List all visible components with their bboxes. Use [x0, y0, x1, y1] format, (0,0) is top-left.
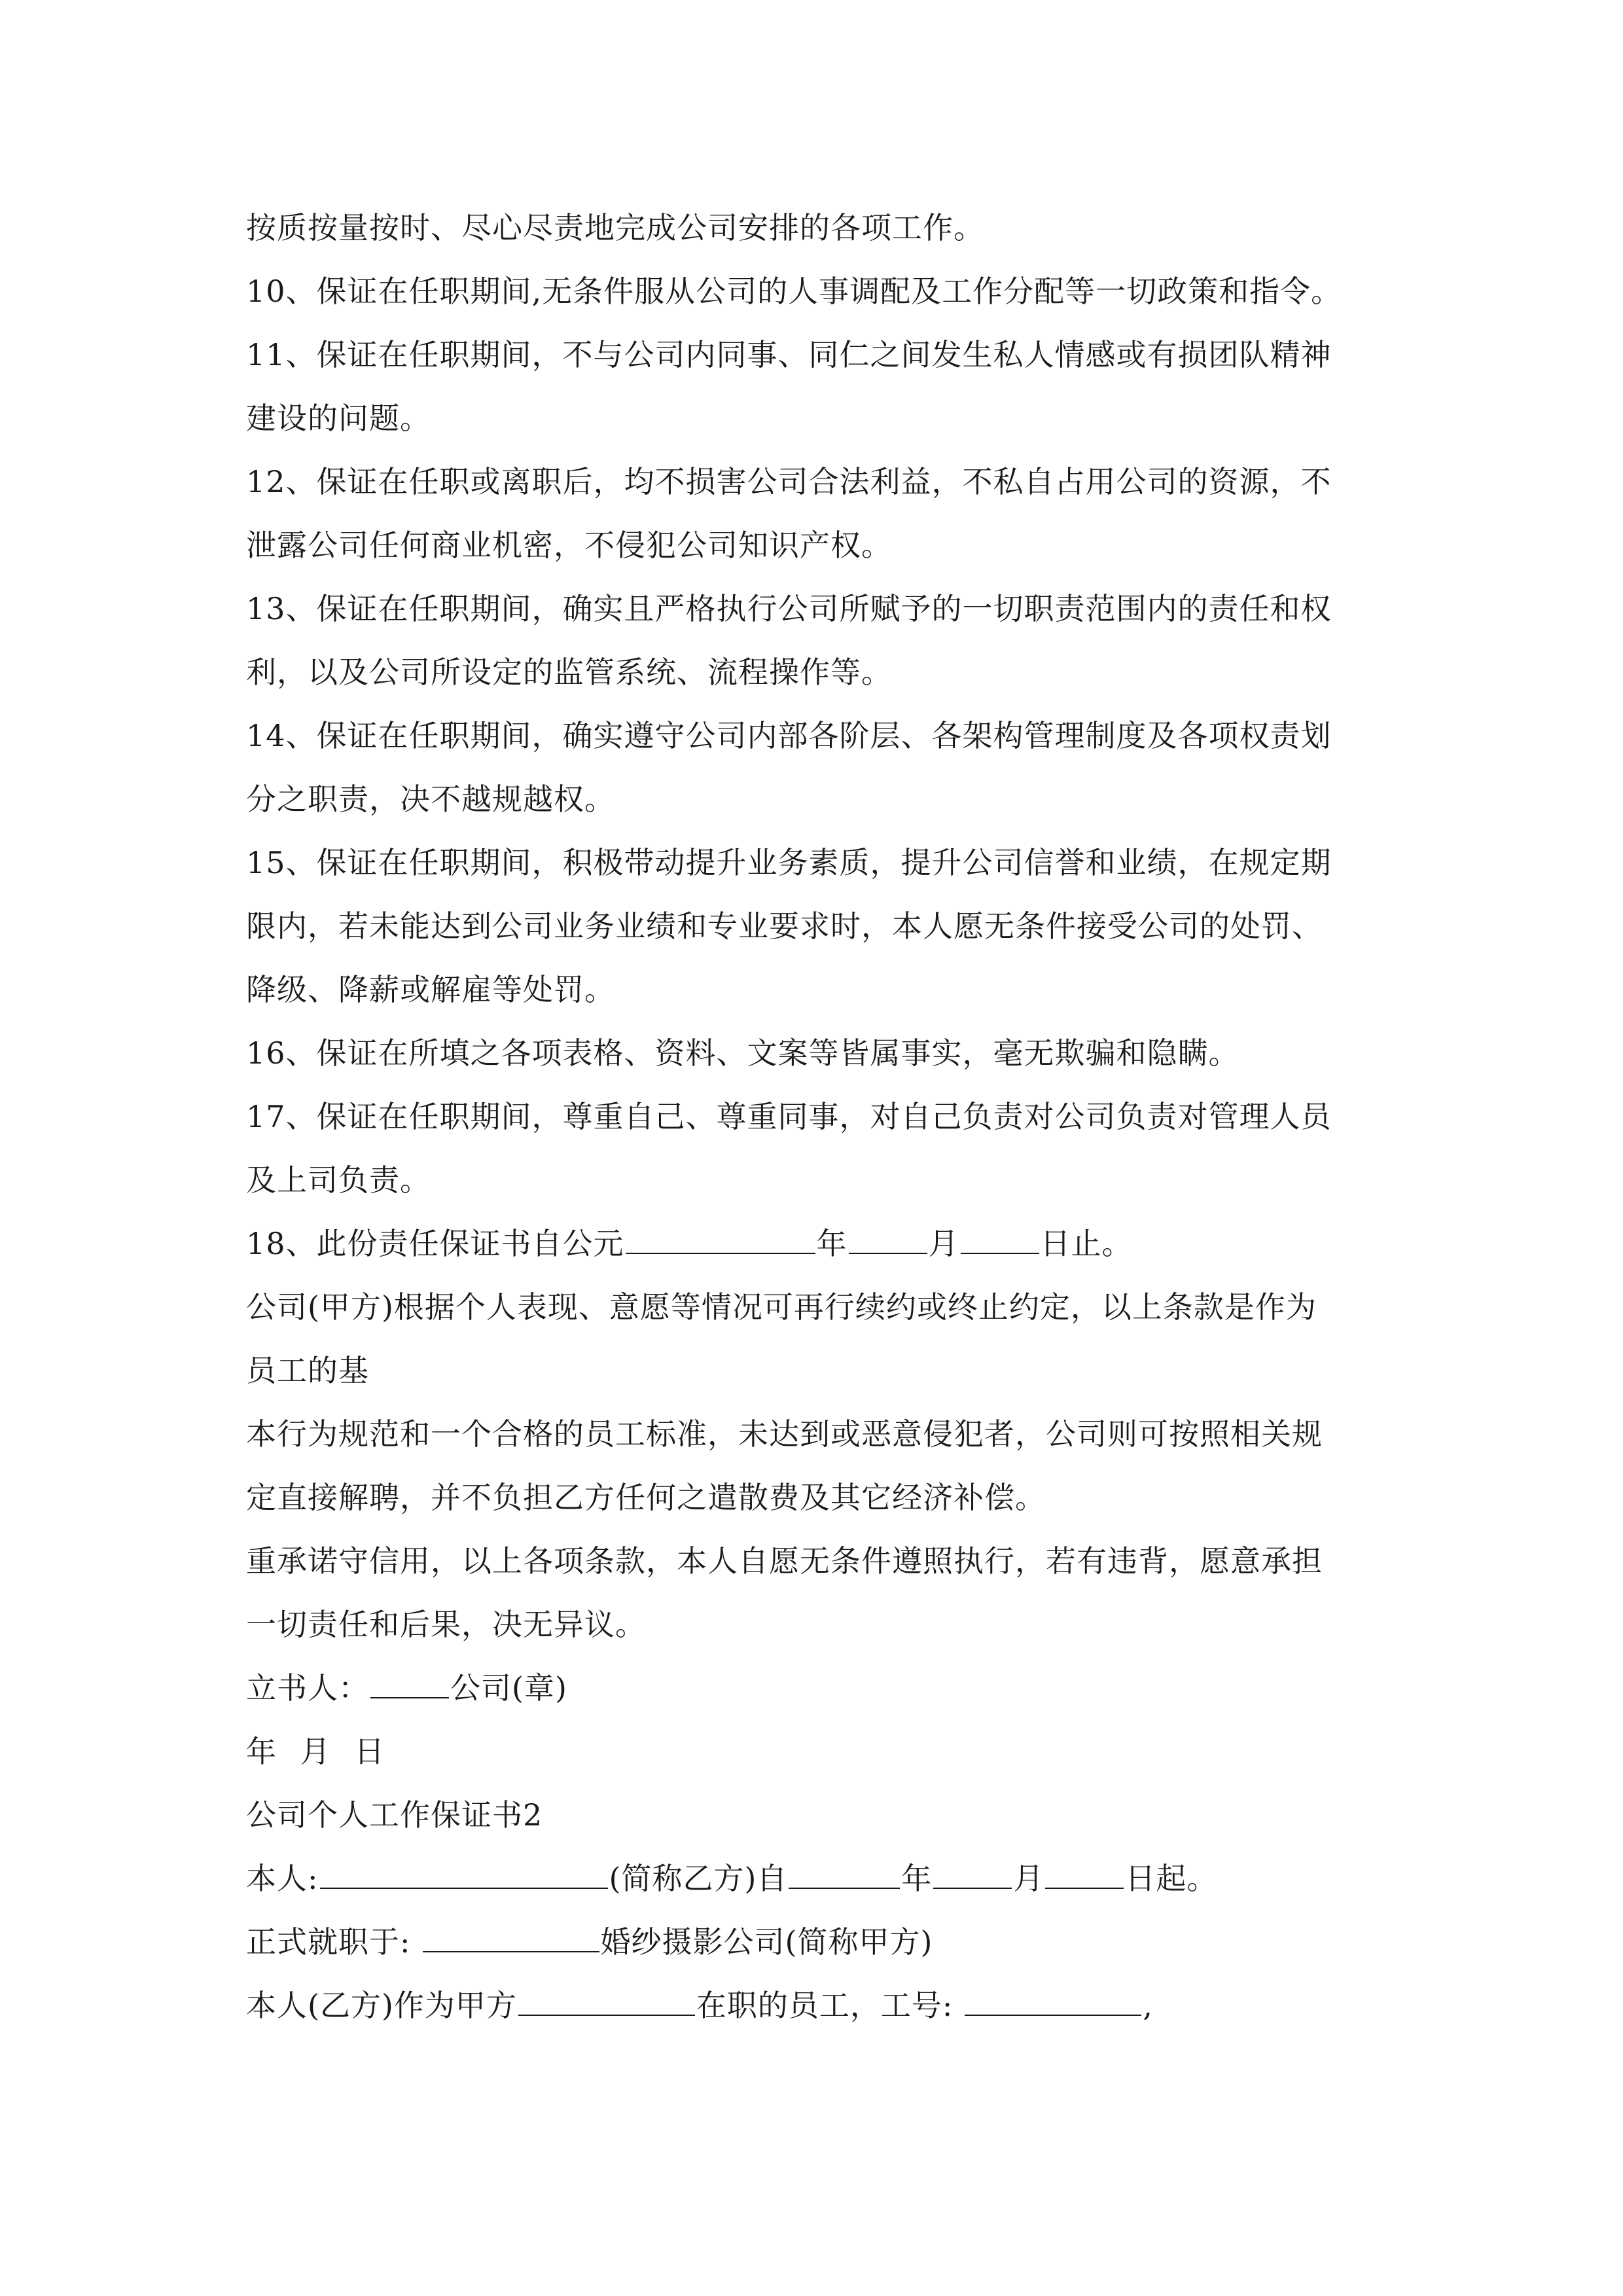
- text-line: 本行为规范和一个合格的员工标准，未达到或恶意侵犯者，公司则可按照相关规: [246, 1416, 1323, 1452]
- employment-prefix: 正式就职于:: [246, 1924, 411, 1960]
- start-day-blank[interactable]: [1045, 1861, 1124, 1889]
- day-end-label: 日止。: [1040, 1226, 1133, 1261]
- employee-id-blank[interactable]: [965, 1988, 1141, 2016]
- staff-suffix: ,: [1143, 1988, 1154, 2023]
- clause-18-prefix: 18、此份责任保证书自公元: [246, 1226, 624, 1261]
- clause-16: 16、保证在所填之各项表格、资料、文案等皆属事实，毫无欺骗和隐瞒。: [246, 1035, 1240, 1071]
- text-line: 泄露公司任何商业机密，不侵犯公司知识产权。: [246, 528, 892, 563]
- clause-12: 12、保证在任职或离职后，均不损害公司合法利益，不私自占用公司的资源，不: [246, 464, 1332, 499]
- clause-13: 13、保证在任职期间，确实且严格执行公司所赋予的一切职责范围内的责任和权: [246, 591, 1332, 626]
- text-line: 分之职责，决不越规越权。: [246, 781, 615, 817]
- self-intro-line: [246, 1847, 1398, 1910]
- staff-middle: 在职的员工，工号:: [696, 1988, 954, 2023]
- department-blank[interactable]: [518, 1988, 695, 2016]
- alias-label: (简称乙方)自: [609, 1861, 788, 1896]
- clause-18: [246, 1212, 1398, 1276]
- company-name-blank[interactable]: [423, 1924, 599, 1952]
- text-line: 利，以及公司所设定的监管系统、流程操作等。: [246, 655, 892, 690]
- signer-line: [246, 1657, 1398, 1720]
- month-label: 月: [928, 1226, 959, 1261]
- text-line: 及上司负责。: [246, 1162, 431, 1198]
- start-year-blank[interactable]: [789, 1861, 900, 1889]
- section-title-2: 公司个人工作保证书2: [246, 1797, 543, 1833]
- text-line: 重承诺守信用，以上各项条款，本人自愿无条件遵照执行，若有违背，愿意承担: [246, 1543, 1323, 1579]
- year-label: 年: [816, 1226, 847, 1261]
- staff-line: [246, 1974, 1398, 2037]
- employment-suffix: 婚纱摄影公司(简称甲方): [600, 1924, 933, 1960]
- month-blank[interactable]: [849, 1226, 927, 1254]
- signer-company-blank[interactable]: [370, 1670, 449, 1698]
- text-line: 员工的基: [246, 1353, 369, 1388]
- self-prefix: 本人:: [246, 1861, 319, 1896]
- start-month-blank[interactable]: [933, 1861, 1012, 1889]
- text-line: 按质按量按时、尽心尽责地完成公司安排的各项工作。: [246, 210, 984, 245]
- signer-label: 立书人：: [246, 1670, 369, 1706]
- staff-prefix: 本人(乙方)作为甲方: [246, 1988, 517, 2023]
- start-day-label: 日起。: [1125, 1861, 1218, 1896]
- text-line: 降级、降薪或解雇等处罚。: [246, 972, 615, 1007]
- day-blank[interactable]: [961, 1226, 1039, 1254]
- clause-11: 11、保证在任职期间，不与公司内同事、同仁之间发生私人情感或有损团队精神: [246, 337, 1332, 372]
- document-body: [246, 196, 1398, 2037]
- employment-line: [246, 1910, 1398, 1974]
- date-line: 年 月 日: [246, 1734, 385, 1769]
- text-line: 建设的问题。: [246, 401, 431, 436]
- text-line: 限内，若未能达到公司业务业绩和专业要求时，本人愿无条件接受公司的处罚、: [246, 908, 1323, 944]
- text-line: 一切责任和后果，决无异议。: [246, 1607, 646, 1642]
- text-line: 公司(甲方)根据个人表现、意愿等情况可再行续约或终止约定，以上条款是作为: [246, 1289, 1317, 1325]
- start-year-label: 年: [901, 1861, 933, 1896]
- start-month-label: 月: [1013, 1861, 1044, 1896]
- clause-10: 10、保证在任职期间,无条件服从公司的人事调配及工作分配等一切政策和指令。: [246, 274, 1342, 309]
- clause-15: 15、保证在任职期间，积极带动提升业务素质，提升公司信誉和业绩，在规定期: [246, 845, 1332, 880]
- name-blank[interactable]: [320, 1861, 608, 1889]
- company-seal-label: 公司(章): [450, 1670, 567, 1706]
- text-line: 定直接解聘，并不负担乙方任何之遣散费及其它经济补偿。: [246, 1480, 1046, 1515]
- clause-14: 14、保证在任职期间，确实遵守公司内部各阶层、各架构管理制度及各项权责划: [246, 718, 1332, 753]
- clause-17: 17、保证在任职期间，尊重自己、尊重同事，对自己负责对公司负责对管理人员: [246, 1099, 1332, 1134]
- year-blank[interactable]: [626, 1226, 815, 1254]
